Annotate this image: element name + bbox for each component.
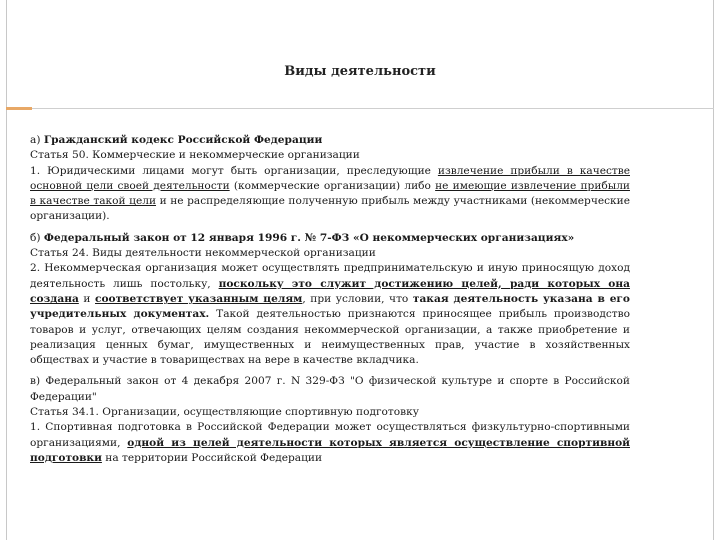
section-c-text-2: на территории Российской Федерации xyxy=(101,451,323,464)
section-c-heading: в) Федеральный закон от 4 декабря 2007 г. N 329-ФЗ "О физической культуре и спорте в Российской Федерации" xyxy=(30,375,630,403)
section-b-emphasis-2: соответствует указанным целям xyxy=(95,292,303,305)
section-b-article: Статья 24. Виды деятельности некоммерческой организации xyxy=(30,247,376,260)
section-b-text-2: и xyxy=(78,292,96,305)
slide-frame-left xyxy=(6,0,7,540)
section-a-text-2: (коммерческие организации) либо xyxy=(229,179,436,192)
section-b-heading: Федеральный закон от 12 января 1996 г. № 7-ФЗ «О некоммерческих организациях» xyxy=(43,231,575,244)
section-a-prefix: а) xyxy=(30,134,44,146)
section-b-bold-1: такая деятельность указана в его учредительных документах. xyxy=(30,292,630,321)
section-a-underline-1: извлечение прибыли в качестве основной цели своей деятельности xyxy=(30,164,630,192)
divider-accent xyxy=(6,107,32,110)
slide-title: Виды деятельности xyxy=(284,64,436,79)
section-b-emphasis-1: поскольку это служит достижению целей, ради которых она создана xyxy=(30,277,630,305)
section-b-prefix: б) xyxy=(30,231,44,244)
section-b-text-3: , при условии, что xyxy=(302,292,413,305)
section-b-text-1: 2. Некоммерческая организация может осуществлять предпринимательскую и иную приносящую доход деятельность лишь постольку, xyxy=(30,262,630,290)
section-c-article: Статья 34.1. Организации, осуществляющие спортивную подготовку xyxy=(30,406,419,419)
title-divider xyxy=(6,107,714,110)
section-a-text-1: 1. Юридическими лицами могут быть организации, преследующие xyxy=(30,164,438,177)
slide-body xyxy=(30,133,630,466)
section-a-underline-2: не имеющие извлечение прибыли в качестве такой цели xyxy=(30,179,630,208)
slide-frame-right xyxy=(713,0,714,540)
section-a-text-3: и не распределяющие полученную прибыль между участниками (некоммерческие организации). xyxy=(30,195,630,223)
section-a xyxy=(30,133,630,225)
section-b xyxy=(30,231,630,369)
section-a-article: Статья 50. Коммерческие и некоммерческие организации xyxy=(30,149,360,162)
section-b-text-4: Такой деятельностью признаются приносящее прибыль производство товаров и услуг, отвечающих целям создания некоммерческой организации, а также приобретение и реализация ценных бумаг, имущественных и неимущественных прав, участие в хозяйственных обществах и участие в товариществах на вере в качестве вкладчика. xyxy=(30,308,630,367)
section-c xyxy=(30,374,630,466)
section-c-emphasis-1: одной из целей деятельности которых является осуществление спортивной подготовки xyxy=(30,436,630,464)
divider-line xyxy=(32,108,714,109)
section-a-heading: Гражданский кодекс Российской Федерации xyxy=(43,134,323,146)
section-c-text-1: 1. Спортивная подготовка в Российской Федерации может осуществляться физкультурно-спортивными организациями, xyxy=(30,421,630,449)
